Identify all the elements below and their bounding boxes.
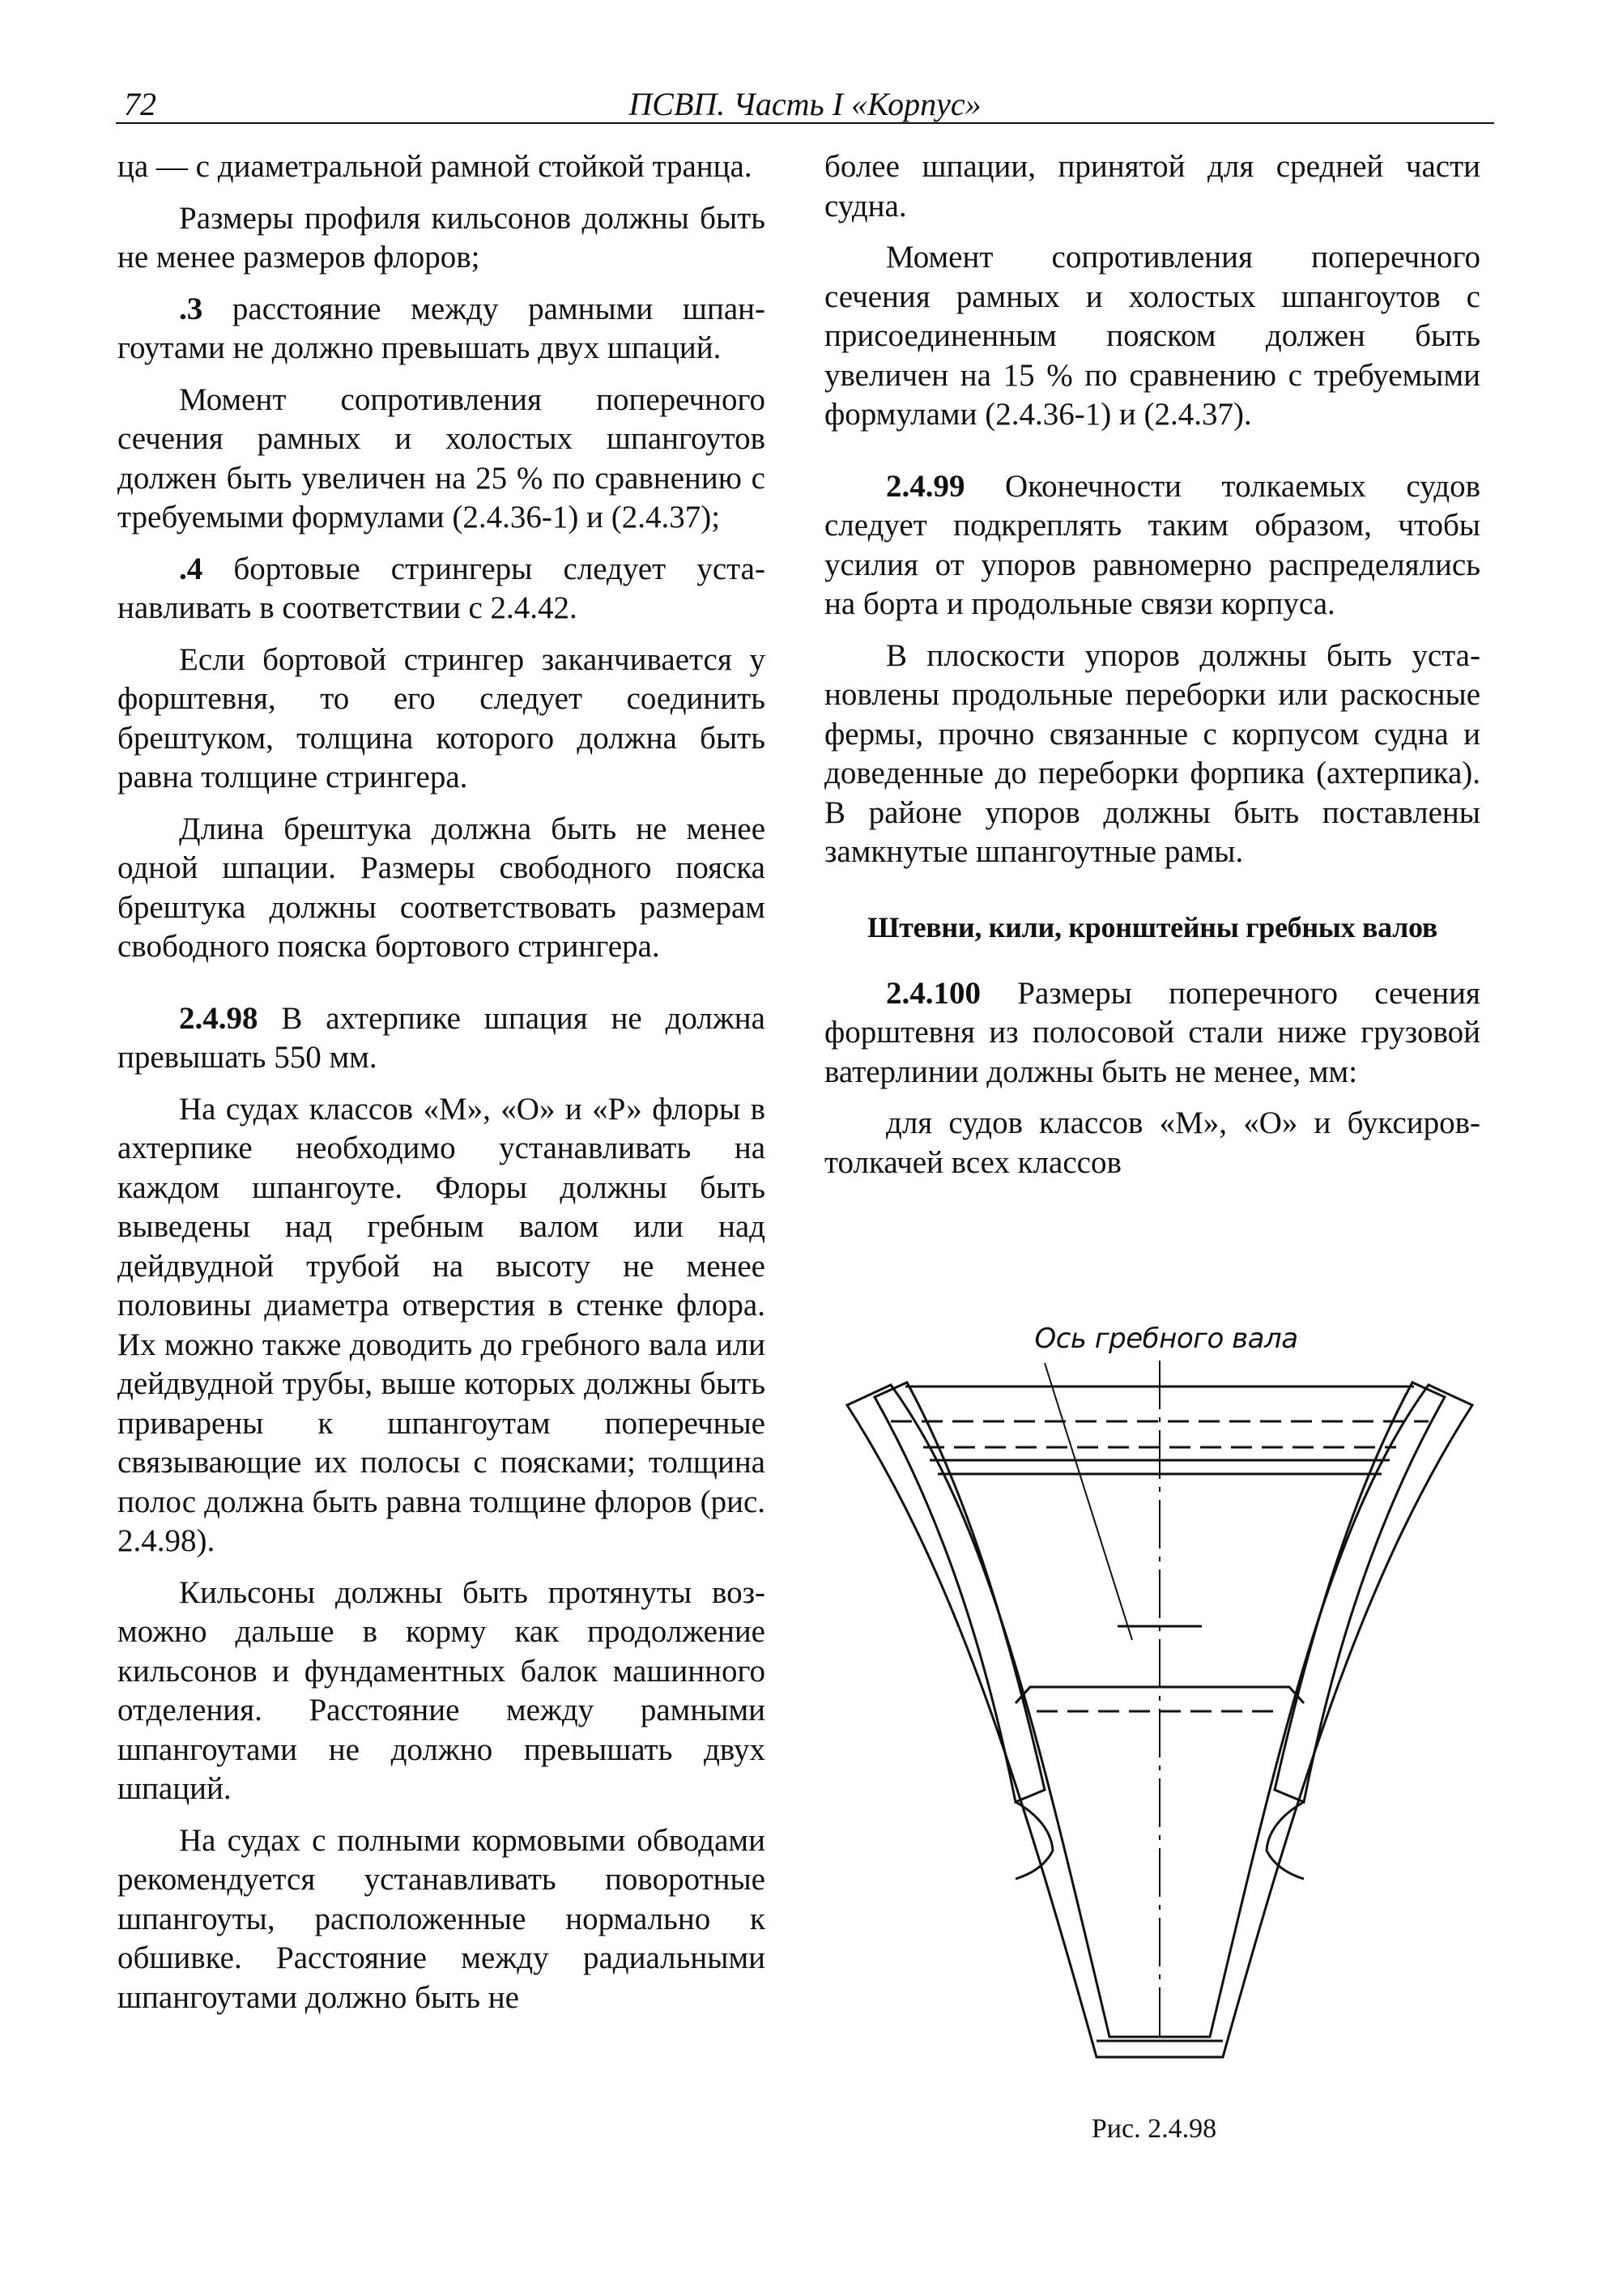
paragraph bbox=[117, 999, 765, 1078]
paragraph bbox=[824, 974, 1480, 1093]
clause-text: Оконечности толкаемых судов следует подкреплять таким образом, чтобы усилия от упоров равномерно распределялись на борта и продольные связи корпуса. bbox=[824, 468, 1480, 621]
paragraph: Размеры профиля кильсонов должны быть не менее размеров флоров; bbox=[117, 200, 765, 275]
paragraph bbox=[117, 290, 765, 368]
paragraph bbox=[117, 550, 765, 628]
paragraph: ца — с диаметральной рамной стойкой транца. bbox=[117, 149, 752, 184]
paragraph: На судах классов «М», «О» и «Р» флоры в ахтерпике необходимо устанавливать на каждом шпангоуте. Флоры должны быть выведены над гребным валом или над дейдвудной трубой на высоту не менее половины диаметра отверстия в стенке флора. Их можно также доводить до гребного вала или дейдвудной трубы, выше которых должны быть приварены к шпангоутам поперечные связывающие их полосы с поясками; толщина полос должна быть равна толщине флоров (рис. 2.4.98). bbox=[117, 1091, 765, 1558]
item-number: .3 bbox=[179, 291, 203, 326]
stern-frame-drawing bbox=[842, 1308, 1474, 2085]
left-frame bbox=[875, 1382, 1045, 1802]
header-rule bbox=[116, 122, 1494, 124]
left-column bbox=[117, 147, 765, 2030]
paragraph: На судах с полными кормовыми обводами рекомендуется устанавливать поворотные шпангоуты, расположенные нормально к обшивке. Расстояние между радиальными шпангоутами должно быть не bbox=[117, 1822, 765, 2015]
item-text: бортовые стрингеры следует устанавливать в соответствии с 2.4.42. bbox=[117, 551, 765, 625]
page-header bbox=[116, 81, 1494, 128]
right-column bbox=[824, 147, 1480, 1195]
axis-leader bbox=[1045, 1363, 1132, 1640]
paragraph: для судов классов «М», «О» и буксиров-толкачей всех классов bbox=[824, 1105, 1480, 1180]
page-number: 72 bbox=[124, 86, 156, 122]
clause-number: 2.4.99 bbox=[886, 468, 965, 504]
axis-label: Ось гребного вала bbox=[1034, 1323, 1298, 1355]
paragraph bbox=[824, 467, 1480, 624]
paragraph: Момент сопротивления поперечного сечения рамных и холостых шпангоутов должен быть увеличен на 25 % по сравнению с требуемыми формулами (2.4.36-1) и (2.4.37); bbox=[117, 381, 765, 535]
paragraph: Длина брештука должна быть не менее одной шпации. Размеры свободного пояска брештука должны соответствовать размерам свободного пояска бортового стрингера. bbox=[117, 811, 765, 964]
figure-caption: Рис. 2.4.98 bbox=[1091, 2114, 1217, 2144]
paragraph: более шпации, принятой для средней части судна. bbox=[824, 149, 1480, 224]
running-title: ПСВП. Часть I «Корпус» bbox=[628, 86, 982, 122]
paragraph: Если бортовой стрингер заканчивается у форштевня, то его следует соединить брештуком, толщина которого должна быть равна толщине стрингера. bbox=[117, 641, 765, 794]
clause-text: В ахтерпике шпация не должна превышать 550 мм. bbox=[117, 1000, 765, 1075]
clause-number: 2.4.98 bbox=[179, 1000, 258, 1036]
paragraph: В плоскости упоров должны быть установлены продольные переборки или раскосные фермы, прочно связанные с корпусом судна и доведенные до переборки форпика (ахтерпика). В районе упоров должны быть поставлены замкнутые шпангоутные рамы. bbox=[824, 637, 1480, 869]
paragraph: Момент сопротивления поперечного сечения рамных и холостых шпангоутов с присоединенным пояском должен быть увеличен на 15 % по сравнению с требуемыми формулами (2.4.36-1) и (2.4.37). bbox=[824, 240, 1480, 432]
paragraph: Кильсоны должны быть протянуты возможно дальше в корму как продолжение кильсонов и фундаментных балок машинного отделения. Расстояние между рамными шпангоутами не должно превышать двух шпаций. bbox=[117, 1574, 765, 1806]
right-frame bbox=[1275, 1382, 1445, 1802]
figure-2-4-98 bbox=[842, 1308, 1474, 2085]
item-number: .4 bbox=[179, 551, 203, 586]
clause-text: Размеры поперечного сечения форштевня из полосовой стали ниже грузовой ватерлинии должны быть не менее, мм: bbox=[824, 975, 1480, 1089]
section-heading: Штевни, кили, кронштейны гребных валов bbox=[867, 910, 1437, 944]
clause-number: 2.4.100 bbox=[886, 975, 981, 1011]
item-text: расстояние между рамными шпангоутами не должно превышать двух шпаций. bbox=[117, 291, 765, 365]
